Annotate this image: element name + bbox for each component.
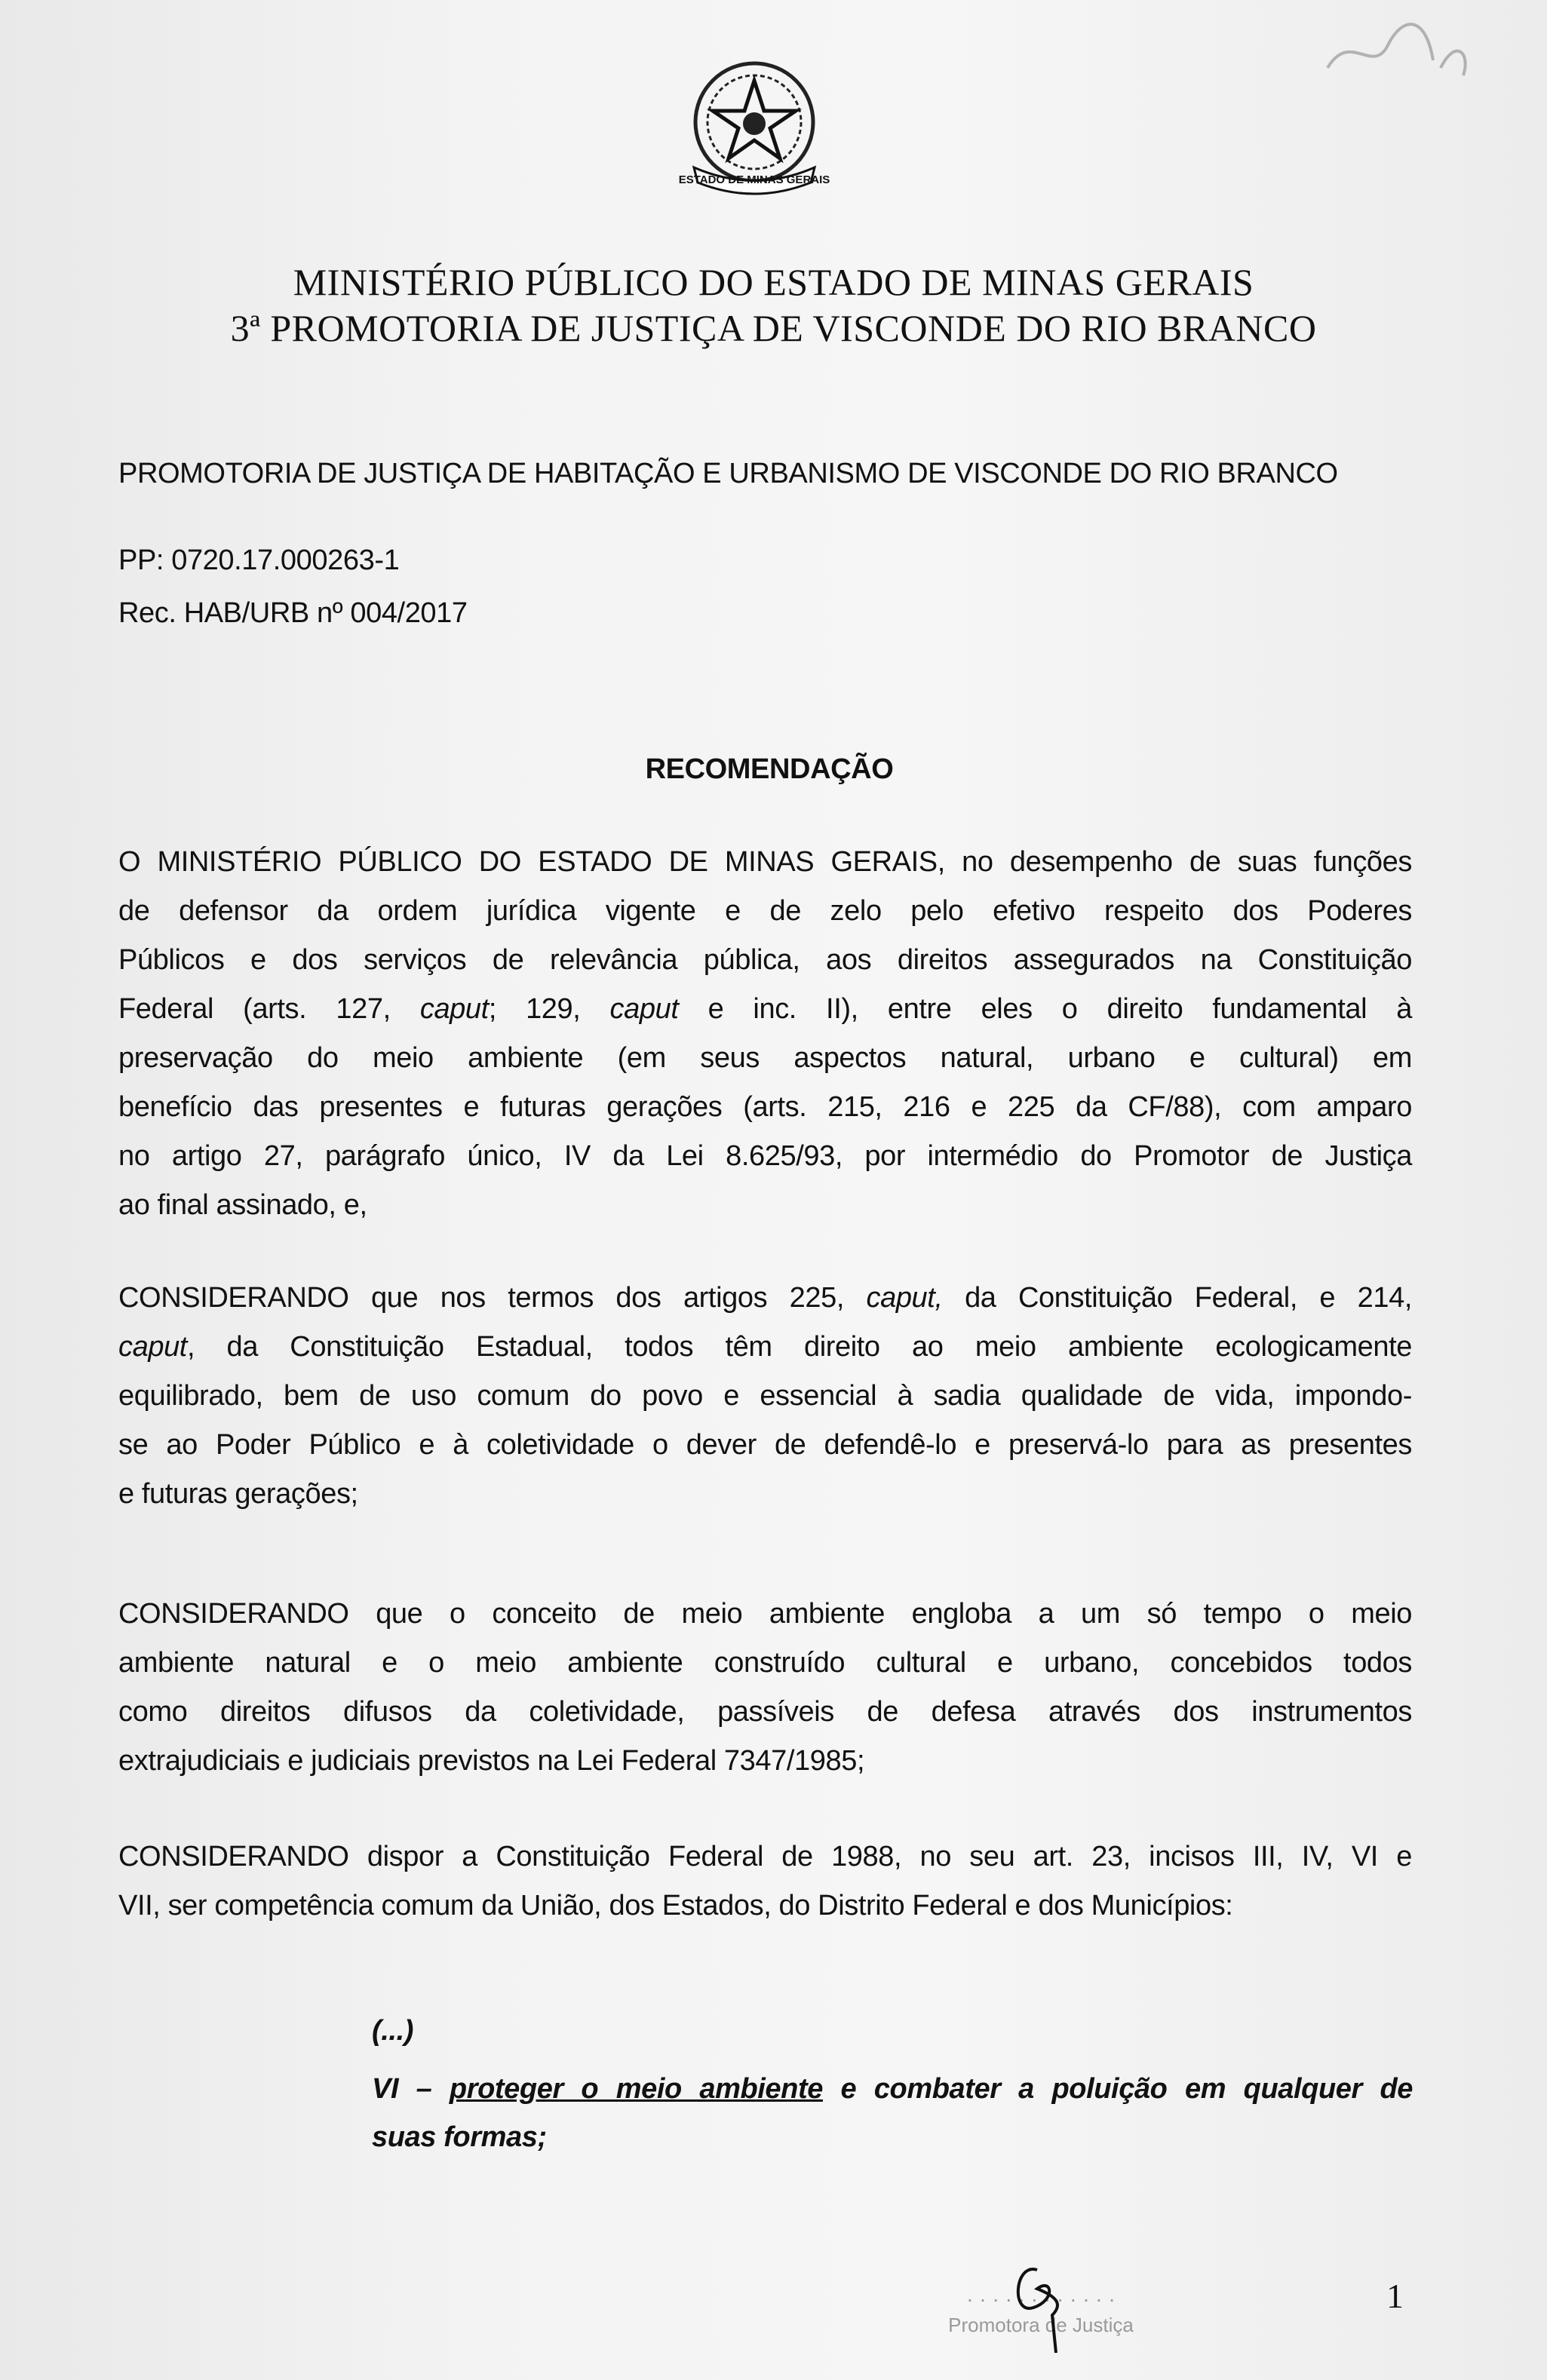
text-line bbox=[118, 1693, 1412, 1731]
document-title: RECOMENDAÇÃO bbox=[645, 753, 894, 785]
signature-stamp bbox=[882, 2247, 1199, 2353]
rec-reference: Rec. HAB/URB nº 004/2017 bbox=[118, 597, 468, 629]
page-number: 1 bbox=[1386, 2277, 1404, 2315]
text-run: ao final assinado, e, bbox=[118, 1189, 367, 1221]
emphasis-text: caput bbox=[609, 993, 679, 1025]
emphasis-text: VI – bbox=[372, 2073, 450, 2105]
text-run: CONSIDERANDO dispor a Constituição Federal de 1988, no seu art. 23, incisos III, IV, VI e bbox=[118, 1841, 1412, 1872]
emphasis-text: caput, bbox=[866, 1282, 943, 1314]
text-run: como direitos difusos da coletividade, passíveis de defesa através dos instrumentos bbox=[118, 1696, 1412, 1728]
text-run: Públicos e dos serviços de relevância pública, aos direitos assegurados na Constituição bbox=[118, 944, 1412, 976]
text-line bbox=[118, 1595, 1412, 1633]
text-run: se ao Poder Público e à coletividade o dever de defendê-lo e preservá-lo para as presentes bbox=[118, 1429, 1412, 1461]
text-run: extrajudiciais e judiciais previstos na Lei Federal 7347/1985; bbox=[118, 1745, 865, 1777]
text-line bbox=[118, 843, 1412, 881]
text-line bbox=[118, 1279, 1412, 1317]
text-line bbox=[118, 1887, 1412, 1925]
text-run: benefício das presentes e futuras gerações (arts. 215, 216 e 225 da CF/88), com amparo bbox=[118, 1091, 1412, 1123]
text-line bbox=[372, 2070, 1413, 2108]
svg-text:Promotora de Justiça: Promotora de Justiça bbox=[948, 2314, 1134, 2336]
text-run: , da Constituição Estadual, todos têm direito ao meio ambiente ecologicamente bbox=[186, 1331, 1412, 1363]
text-run: preservação do meio ambiente (em seus aspectos natural, urbano e cultural) em bbox=[118, 1042, 1412, 1074]
text-run: e inc. II), entre eles o direito fundamental à bbox=[678, 993, 1412, 1025]
pp-reference: PP: 0720.17.000263-1 bbox=[118, 544, 400, 576]
emphasis-text: e combater a poluição em qualquer de bbox=[822, 2073, 1413, 2105]
svg-text:ESTADO DE MINAS GERAIS: ESTADO DE MINAS GERAIS bbox=[678, 173, 830, 186]
text-line bbox=[118, 1088, 1412, 1126]
text-line bbox=[372, 2118, 1413, 2156]
text-line bbox=[118, 1328, 1412, 1366]
text-run: CONSIDERANDO que o conceito de meio ambiente engloba a um só tempo o meio bbox=[118, 1598, 1412, 1630]
text-line bbox=[372, 2012, 1413, 2050]
text-line bbox=[118, 1377, 1412, 1415]
handwritten-initials bbox=[1282, 0, 1509, 98]
text-line bbox=[118, 1039, 1412, 1077]
text-run: equilibrado, bem de uso comum do povo e essencial à sadia qualidade de vida, impondo- bbox=[118, 1380, 1412, 1412]
text-line bbox=[118, 892, 1412, 930]
text-line bbox=[118, 1426, 1412, 1464]
text-run: e futuras gerações; bbox=[118, 1478, 358, 1510]
emphasis-text: caput bbox=[118, 1331, 187, 1363]
text-line bbox=[118, 1644, 1412, 1682]
svg-text:· · · · · · · · · · · ·: · · · · · · · · · · · · bbox=[966, 2287, 1116, 2311]
text-line bbox=[118, 1475, 1412, 1513]
text-run: da Constituição Federal, e 214, bbox=[942, 1282, 1412, 1314]
text-line bbox=[118, 1838, 1412, 1875]
text-run: de defensor da ordem jurídica vigente e de zelo pelo efetivo respeito dos Poderes bbox=[118, 895, 1412, 927]
text-run: ambiente natural e o meio ambiente construído cultural e urbano, concebidos todos bbox=[118, 1647, 1412, 1679]
office-name: PROMOTORIA DE JUSTIÇA DE HABITAÇÃO E URBANISMO DE VISCONDE DO RIO BRANCO bbox=[118, 458, 1338, 489]
text-run: Federal (arts. 127, bbox=[118, 993, 420, 1025]
text-line bbox=[118, 990, 1412, 1028]
underlined-emphasis: proteger o meio ambiente bbox=[449, 2073, 823, 2105]
state-seal-emblem bbox=[671, 54, 837, 198]
text-run: no artigo 27, parágrafo único, IV da Lei 8.625/93, por intermédio do Promotor de Justiça bbox=[118, 1140, 1412, 1172]
text-run: VII, ser competência comum da União, dos Estados, do Distrito Federal e dos Municípios: bbox=[118, 1890, 1233, 1921]
emphasis-text: caput bbox=[419, 993, 489, 1025]
text-run: ; 129, bbox=[488, 993, 610, 1025]
text-line bbox=[118, 1742, 1412, 1780]
header-ministry: MINISTÉRIO PÚBLICO DO ESTADO DE MINAS GERAIS bbox=[293, 261, 1254, 303]
text-line bbox=[118, 941, 1412, 979]
text-line bbox=[118, 1137, 1412, 1175]
text-run: CONSIDERANDO que nos termos dos artigos 225, bbox=[118, 1282, 867, 1314]
header-promotoria: 3ª PROMOTORIA DE JUSTIÇA DE VISCONDE DO RIO BRANCO bbox=[230, 307, 1317, 349]
emphasis-text: (...) bbox=[372, 2015, 413, 2047]
emphasis-text: suas formas; bbox=[372, 2121, 547, 2153]
text-line bbox=[118, 1186, 1412, 1224]
text-run: O MINISTÉRIO PÚBLICO DO ESTADO DE MINAS GERAIS, no desempenho de suas funções bbox=[118, 846, 1412, 878]
